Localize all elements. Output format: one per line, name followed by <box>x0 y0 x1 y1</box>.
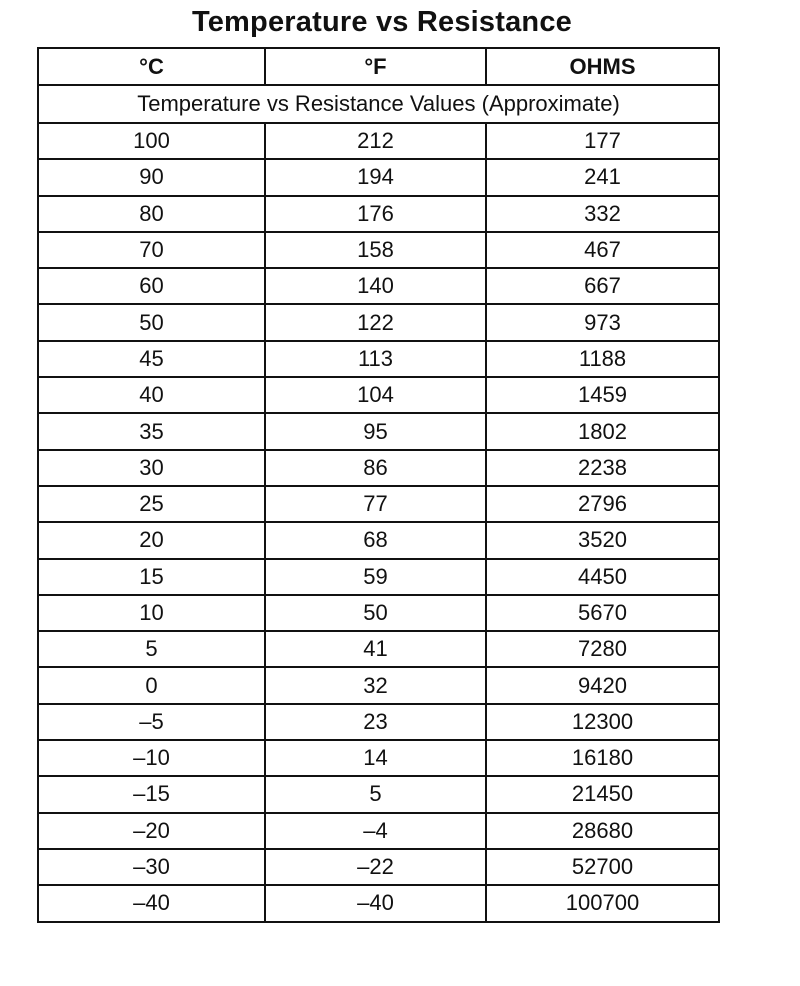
cell-celsius: 60 <box>38 268 265 304</box>
cell-celsius: 35 <box>38 413 265 449</box>
cell-ohms: 100700 <box>486 885 719 921</box>
cell-celsius: 20 <box>38 522 265 558</box>
table-body <box>38 123 719 922</box>
cell-ohms: 1459 <box>486 377 719 413</box>
cell-celsius: 5 <box>38 631 265 667</box>
cell-fahrenheit: 50 <box>265 595 486 631</box>
cell-celsius: –15 <box>38 776 265 812</box>
cell-ohms: 21450 <box>486 776 719 812</box>
cell-fahrenheit: 77 <box>265 486 486 522</box>
cell-ohms: 467 <box>486 232 719 268</box>
table-row <box>38 486 719 522</box>
cell-fahrenheit: 140 <box>265 268 486 304</box>
table-row <box>38 667 719 703</box>
cell-celsius: 25 <box>38 486 265 522</box>
header-ohms: OHMS <box>486 48 719 85</box>
cell-fahrenheit: 5 <box>265 776 486 812</box>
table-row <box>38 196 719 232</box>
table-row <box>38 123 719 159</box>
cell-ohms: 7280 <box>486 631 719 667</box>
cell-fahrenheit: 41 <box>265 631 486 667</box>
cell-fahrenheit: 14 <box>265 740 486 776</box>
header-celsius: °C <box>38 48 265 85</box>
header-row <box>38 48 719 85</box>
table-row <box>38 776 719 812</box>
cell-ohms: 1802 <box>486 413 719 449</box>
cell-ohms: 2796 <box>486 486 719 522</box>
cell-celsius: 30 <box>38 450 265 486</box>
cell-celsius: 50 <box>38 304 265 340</box>
cell-fahrenheit: –22 <box>265 849 486 885</box>
subtitle-row <box>38 85 719 123</box>
cell-ohms: 5670 <box>486 595 719 631</box>
cell-fahrenheit: 176 <box>265 196 486 232</box>
table-row <box>38 159 719 195</box>
table-row <box>38 413 719 449</box>
table-row <box>38 631 719 667</box>
cell-fahrenheit: 212 <box>265 123 486 159</box>
cell-ohms: 332 <box>486 196 719 232</box>
cell-celsius: 100 <box>38 123 265 159</box>
cell-ohms: 3520 <box>486 522 719 558</box>
cell-celsius: –10 <box>38 740 265 776</box>
table-row <box>38 885 719 921</box>
cell-ohms: 1188 <box>486 341 719 377</box>
cell-celsius: –5 <box>38 704 265 740</box>
cell-celsius: 0 <box>38 667 265 703</box>
cell-fahrenheit: 122 <box>265 304 486 340</box>
cell-fahrenheit: 158 <box>265 232 486 268</box>
table-row <box>38 559 719 595</box>
header-fahrenheit: °F <box>265 48 486 85</box>
cell-fahrenheit: –40 <box>265 885 486 921</box>
cell-ohms: 973 <box>486 304 719 340</box>
table-row <box>38 304 719 340</box>
cell-ohms: 12300 <box>486 704 719 740</box>
cell-ohms: 177 <box>486 123 719 159</box>
table-subtitle: Temperature vs Resistance Values (Approximate) <box>38 85 719 123</box>
table-row <box>38 522 719 558</box>
cell-fahrenheit: –4 <box>265 813 486 849</box>
table-row <box>38 268 719 304</box>
cell-ohms: 4450 <box>486 559 719 595</box>
cell-celsius: –40 <box>38 885 265 921</box>
cell-celsius: 45 <box>38 341 265 377</box>
cell-fahrenheit: 194 <box>265 159 486 195</box>
cell-celsius: 90 <box>38 159 265 195</box>
page-title: Temperature vs Resistance <box>191 6 573 38</box>
cell-fahrenheit: 104 <box>265 377 486 413</box>
table-row <box>38 595 719 631</box>
table-row <box>38 704 719 740</box>
table-row <box>38 450 719 486</box>
cell-fahrenheit: 59 <box>265 559 486 595</box>
table-row <box>38 849 719 885</box>
cell-ohms: 52700 <box>486 849 719 885</box>
cell-celsius: 10 <box>38 595 265 631</box>
cell-fahrenheit: 23 <box>265 704 486 740</box>
cell-celsius: 40 <box>38 377 265 413</box>
cell-fahrenheit: 95 <box>265 413 486 449</box>
cell-ohms: 16180 <box>486 740 719 776</box>
table-row <box>38 232 719 268</box>
cell-celsius: 80 <box>38 196 265 232</box>
cell-fahrenheit: 86 <box>265 450 486 486</box>
cell-celsius: 15 <box>38 559 265 595</box>
cell-celsius: –20 <box>38 813 265 849</box>
cell-celsius: –30 <box>38 849 265 885</box>
cell-ohms: 9420 <box>486 667 719 703</box>
cell-celsius: 70 <box>38 232 265 268</box>
cell-fahrenheit: 68 <box>265 522 486 558</box>
cell-fahrenheit: 113 <box>265 341 486 377</box>
table-row <box>38 740 719 776</box>
cell-ohms: 28680 <box>486 813 719 849</box>
cell-ohms: 241 <box>486 159 719 195</box>
table-row <box>38 377 719 413</box>
table-row <box>38 813 719 849</box>
temperature-resistance-table <box>37 47 720 923</box>
cell-fahrenheit: 32 <box>265 667 486 703</box>
cell-ohms: 2238 <box>486 450 719 486</box>
table-row <box>38 341 719 377</box>
cell-ohms: 667 <box>486 268 719 304</box>
